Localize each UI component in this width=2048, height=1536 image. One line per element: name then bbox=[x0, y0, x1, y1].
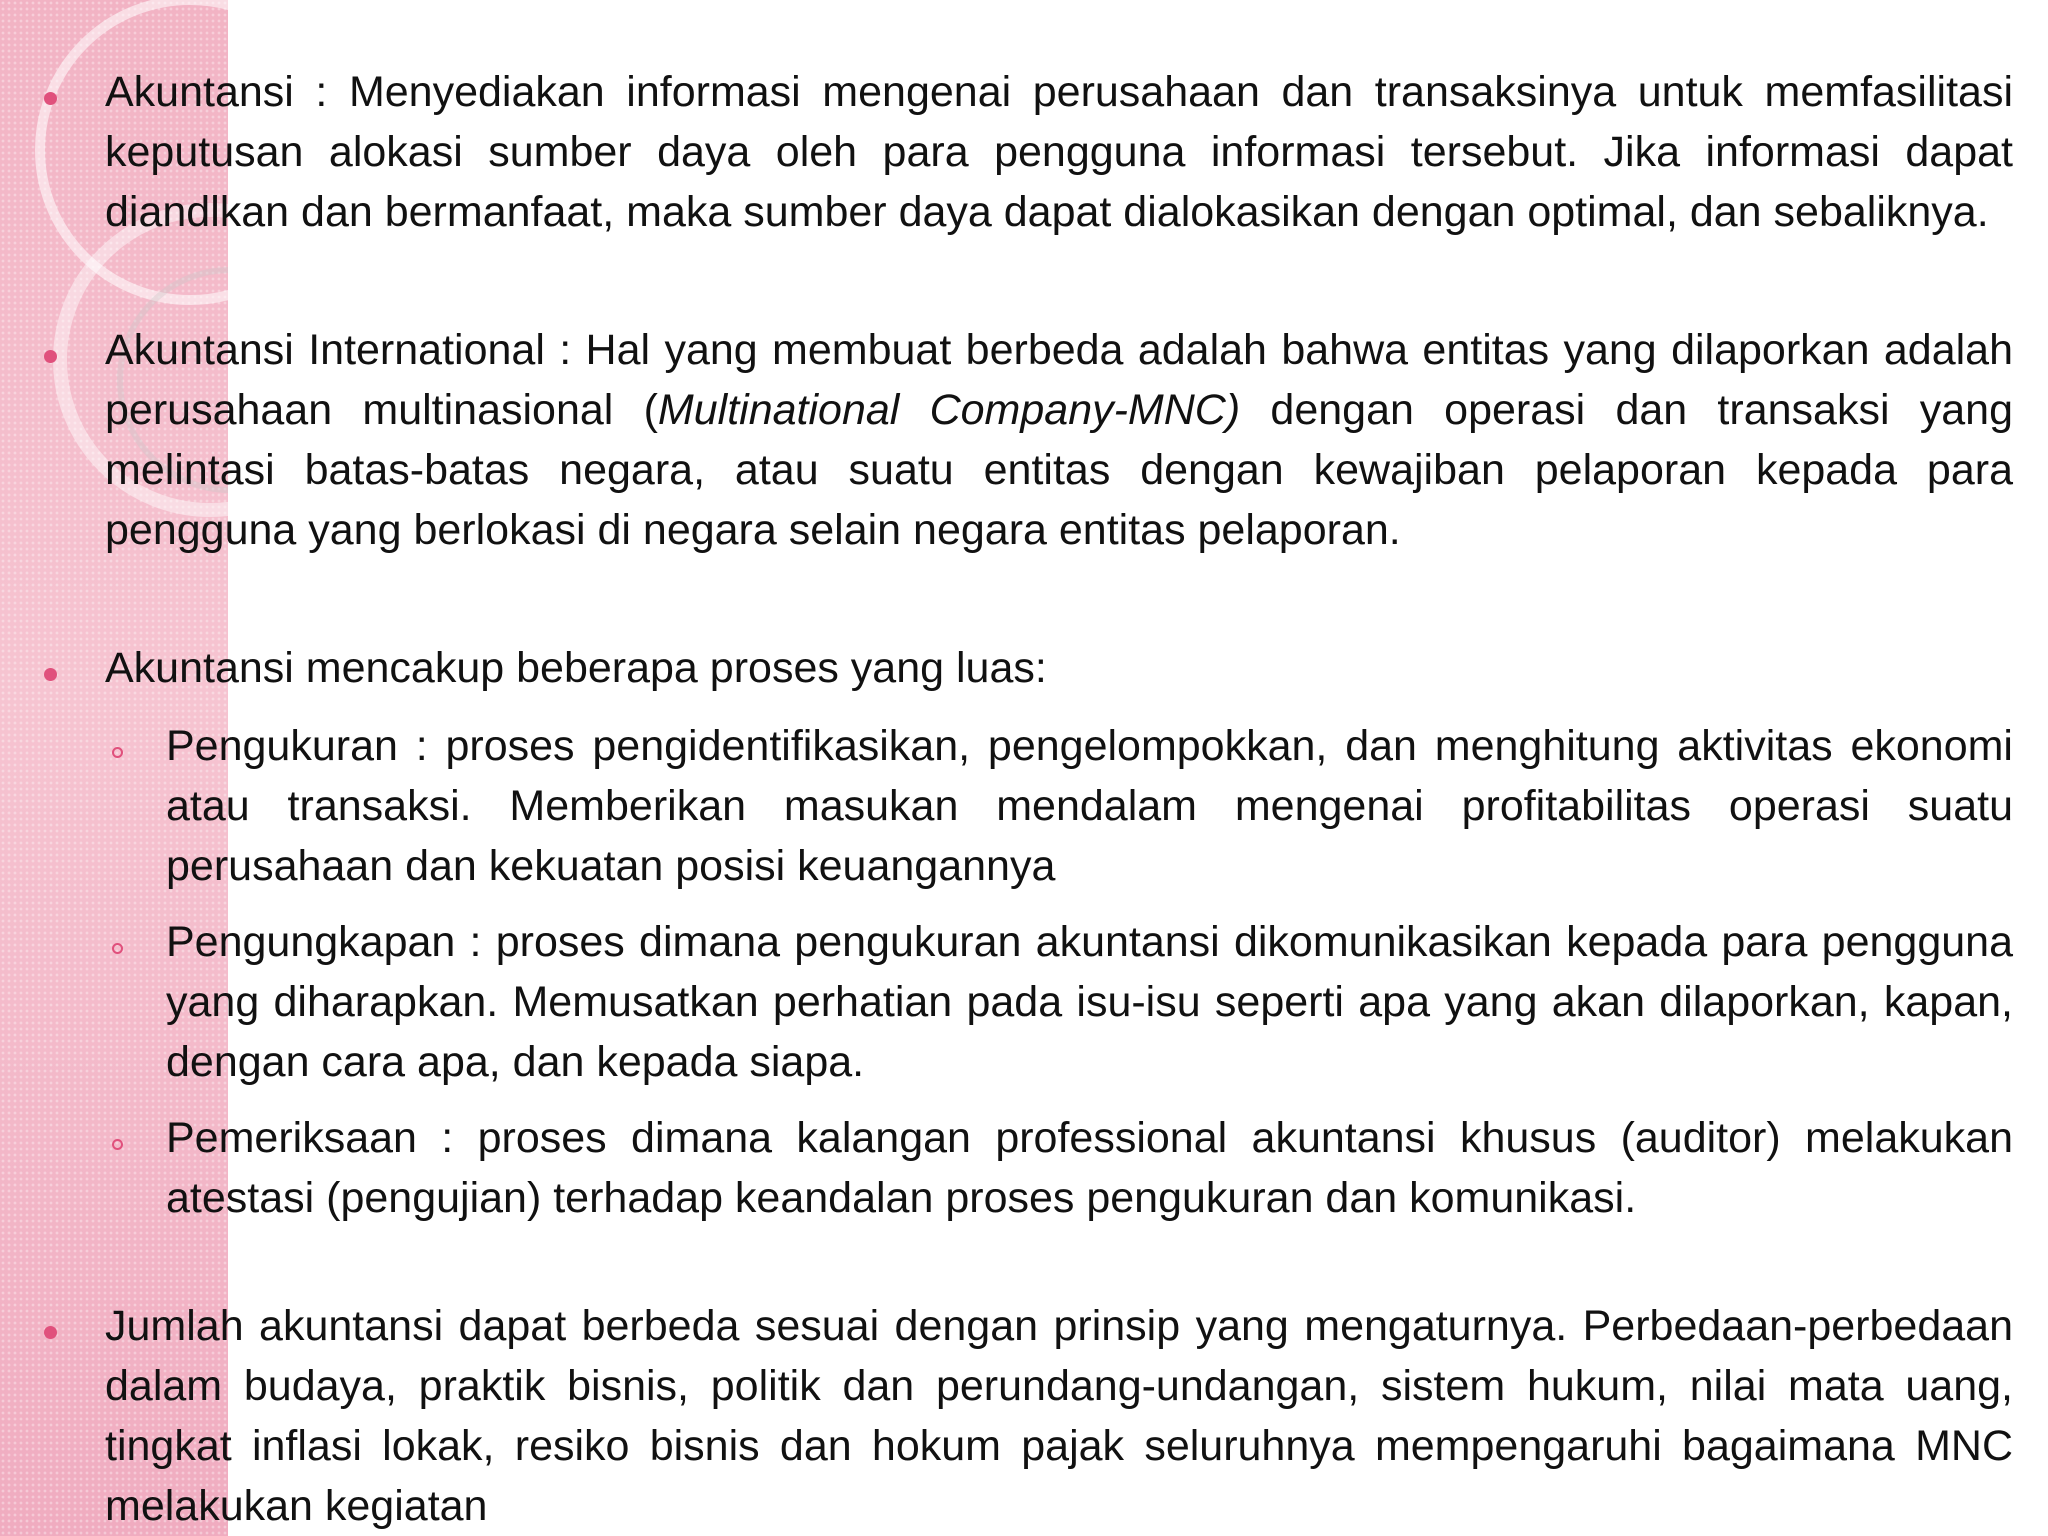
sub-item-pengukuran: Pengukuran : proses pengidentifikasikan, pengelompokkan, dan menghitung aktivitas ekonomi atau transaksi. Memberikan masukan mendalam mengenai profitabilitas operasi suatu perusahaan dan kekuatan posisi keuangannya bbox=[166, 722, 2013, 890]
bullet-icon bbox=[44, 1326, 57, 1339]
slide-content bbox=[0, 62, 2048, 1536]
sub-item-pengungkapan: Pengungkapan : proses dimana pengukuran akuntansi dikomunikasikan kepada para pengguna yang diharapkan. Memusatkan perhatian pada isu-isu seperti apa yang akan dilaporkan, kapan, dengan cara apa, dan kepada siapa. bbox=[166, 918, 2013, 1086]
bullet-text-akuntansi-international bbox=[105, 320, 2013, 560]
bullet-text-jumlah-akuntansi: Jumlah akuntansi dapat berbeda sesuai dengan prinsip yang mengaturnya. Perbedaan-perbedaan dalam budaya, praktik bisnis, politik dan perundang-undangan, sistem hukum, nilai mata uang, tingkat inflasi lokak, resiko bisnis dan hokum pajak seluruhnya mempengaruhi bagaimana MNC melakukan kegiatan bbox=[105, 1302, 2013, 1530]
bullet-icon bbox=[44, 668, 57, 681]
sub-bullet-icon bbox=[112, 943, 123, 954]
bullet-icon bbox=[44, 350, 57, 363]
bullet-text-proses: Akuntansi mencakup beberapa proses yang luas: bbox=[105, 644, 1047, 692]
text-segment: Akuntansi International : Hal yang membuat berbeda adalah bahwa entitas yang dilaporkan adalah perusahaan multinasional ( bbox=[105, 326, 2013, 434]
bullet-icon bbox=[44, 92, 57, 105]
text-segment-italic: Multinational Company-MNC) bbox=[657, 386, 1241, 434]
sub-item-pemeriksaan: Pemeriksaan : proses dimana kalangan professional akuntansi khusus (auditor) melakukan atestasi (pengujian) terhadap keandalan proses pengukuran dan komunikasi. bbox=[166, 1114, 2013, 1222]
bullet-text-akuntansi: Akuntansi : Menyediakan informasi mengenai perusahaan dan transaksinya untuk memfasilitasi keputusan alokasi sumber daya oleh para pengguna informasi tersebut. Jika informasi dapat diandlkan dan bermanfaat, maka sumber daya dapat dialokasikan dengan optimal, dan sebaliknya. bbox=[105, 68, 2013, 236]
sub-bullet-icon bbox=[112, 1139, 123, 1150]
text-segment: dengan operasi dan transaksi yang melintasi batas-batas negara, atau suatu entitas dengan kewajiban pelaporan kepada para pengguna yang berlokasi di negara selain negara entitas pelaporan. bbox=[105, 386, 2013, 554]
sub-bullet-icon bbox=[112, 747, 123, 758]
